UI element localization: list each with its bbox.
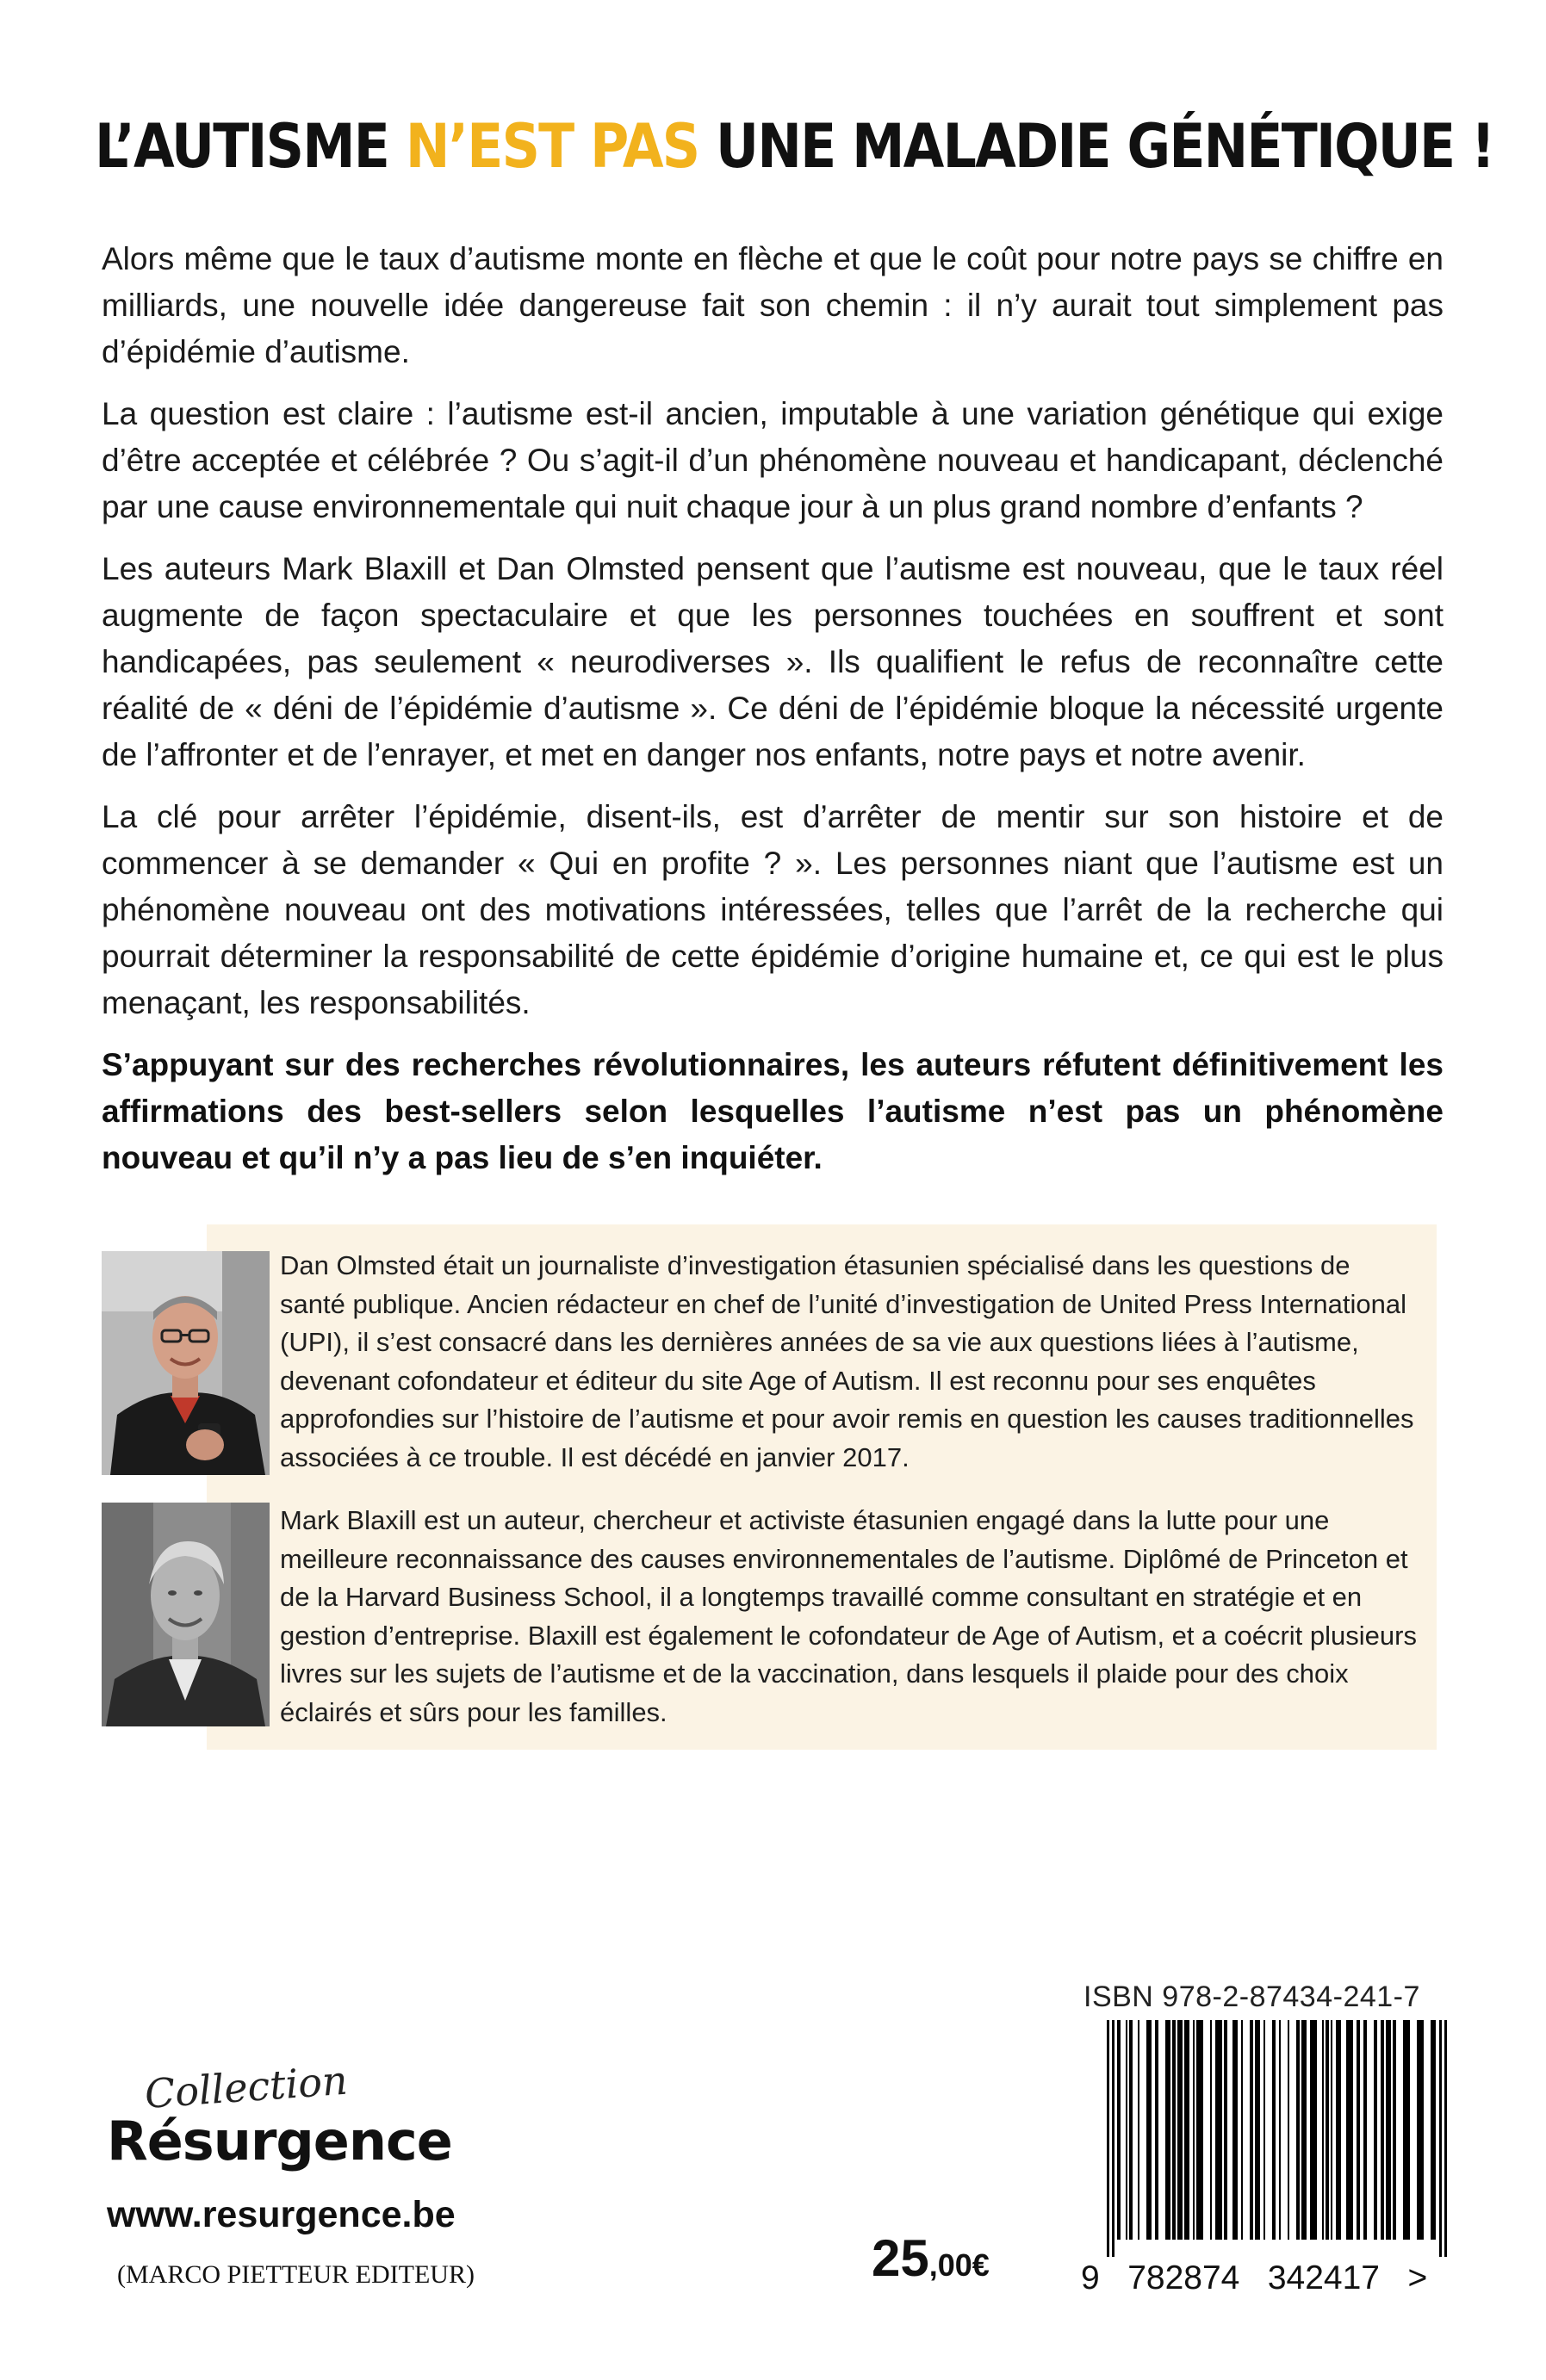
title-part-2: UNE MALADIE GÉNÉTIQUE ! — [698, 111, 1494, 182]
barcode-bar — [1336, 2020, 1341, 2240]
publisher-url: www.resurgence.be — [107, 2194, 456, 2235]
barcode — [1105, 2020, 1450, 2257]
author-photo-olmsted — [102, 1251, 270, 1475]
author-photo-blaxill — [102, 1503, 270, 1726]
barcode-bar — [1393, 2020, 1396, 2240]
isbn-label: ISBN 978-2-87434-241-7 — [1083, 1980, 1420, 2013]
barcode-bar — [1331, 2020, 1332, 2240]
barcode-bar — [1374, 2020, 1377, 2240]
title-highlight: N’EST PAS — [405, 111, 699, 182]
barcode-guard — [1112, 2020, 1114, 2257]
barcode-bar — [1263, 2020, 1265, 2240]
barcode-bar — [1288, 2020, 1289, 2240]
barcode-bar — [1210, 2020, 1212, 2240]
barcode-bar — [1193, 2020, 1195, 2240]
blurb — [102, 236, 1444, 1197]
barcode-bar — [1117, 2020, 1121, 2240]
blurb-paragraph-2: La question est claire : l’autisme est-il ancien, imputable à une variation génétique qui exige d’être acceptée et célébrée ? Ou s’agit-il d’un phénomène nouveau et handicapant, déclenché par une cause environnementale qui nuit chaque jour à un plus grand nombre d’enfants ? — [102, 396, 1444, 524]
title-part-1: L’AUTISME — [95, 111, 406, 182]
blurb-paragraph-1: Alors même que le taux d’autisme monte en flèche et que le coût pour notre pays se chiffre en milliards, une nouvelle idée dangereuse fait son chemin : il n’y aurait tout simplement pas d’épidémie d’autisme. — [102, 241, 1444, 369]
barcode-bar — [1172, 2020, 1176, 2240]
barcode-bar — [1310, 2020, 1317, 2240]
bio-olmsted: Dan Olmsted était un journaliste d’investigation étasunien spécialisé dans les questions de santé publique. Ancien rédacteur en chef de l’unité d’investigation de United Press International (UPI), il s’est consacré dans les dernières années de sa vie aux questions liées à l’autisme, devenant cofondateur et éditeur du site Age of Autism. Il est reconnu pour ses enquêtes approfondies sur l’histoire de l’autisme et pour avoir remis en question les causes traditionnelles associées à ce trouble. Il est décédé en janvier 2017. — [280, 1250, 1414, 1472]
barcode-bar — [1215, 2020, 1222, 2240]
barcode-bar — [1255, 2020, 1260, 2240]
barcode-bar — [1431, 2020, 1436, 2240]
blurb-lead: S’appuyant sur des recherches révolutionnaires, les auteurs réfutent définitivement les affirmations des best-sellers selon lesquelles l’autisme n’est pas un phénomène nouveau et qu’il n’y a pas lieu de s’en inquiéter. — [102, 1047, 1444, 1175]
barcode-bar — [1272, 2020, 1276, 2240]
blurb-paragraph-3: Les auteurs Mark Blaxill et Dan Olmsted pensent que l’autisme est nouveau, que le taux réel augmente de façon spectaculaire et que les personnes touchées en souffrent et sont handicapées, pas seulement « neurodiverses ». Ils qualifient le refus de reconnaître cette réalité de « déni de l’épidémie d’autisme ». Ce déni de l’épidémie bloque la nécessité urgente de l’affronter et de l’enrayer, et met en danger nos enfants, notre pays et notre avenir. — [102, 551, 1444, 772]
price-integer: 25 — [872, 2229, 929, 2287]
barcode-bar — [1322, 2020, 1324, 2240]
barcode-bar — [1241, 2020, 1243, 2240]
barcode-bar — [1279, 2020, 1281, 2240]
barcode-bar — [1155, 2020, 1158, 2240]
barcode-bar — [1357, 2020, 1360, 2240]
barcode-bar — [1146, 2020, 1152, 2240]
barcode-bar — [1363, 2020, 1367, 2240]
barcode-bar — [1296, 2020, 1300, 2240]
publisher-name: (MARCO PIETTEUR EDITEUR) — [117, 2260, 475, 2289]
collection-script: Collection — [143, 2056, 350, 2117]
barcode-bar — [1224, 2020, 1227, 2240]
barcode-bar — [1177, 2020, 1183, 2240]
barcode-bar — [1386, 2020, 1391, 2240]
blurb-paragraph-4: La clé pour arrêter l’épidémie, disent-ils, est d’arrêter de mentir sur son histoire et de commencer à se demander « Qui en profite ? ». Les personnes niant que l’autisme est un phénomène nouveau ont des motivations intéressées, telles que l’arrêt de la recherche qui pourrait déterminer la responsabilité de cette épidémie d’origine humaine et, ce qui est le plus menaçant, les responsabilités. — [102, 799, 1444, 1020]
barcode-bar — [1129, 2020, 1133, 2240]
barcode-bar — [1138, 2020, 1139, 2240]
barcode-bar — [1196, 2020, 1203, 2240]
barcode-bar — [1250, 2020, 1253, 2240]
barcode-bar — [1165, 2020, 1170, 2240]
price-decimal: ,00€ — [928, 2247, 990, 2283]
publisher-logo: Résurgence — [107, 2110, 452, 2172]
barcode-bar — [1381, 2020, 1384, 2240]
barcode-bar — [1232, 2020, 1238, 2240]
barcode-bar — [1126, 2020, 1127, 2240]
book-title — [95, 110, 1494, 183]
barcode-bar — [1184, 2020, 1189, 2240]
barcode-bar — [1301, 2020, 1307, 2240]
barcode-digits: 9 782874 342417 > — [1081, 2259, 1428, 2296]
barcode-guard — [1107, 2020, 1109, 2257]
barcode-bar — [1403, 2020, 1410, 2240]
barcode-bar — [1326, 2020, 1329, 2240]
barcode-bar — [1417, 2020, 1424, 2240]
bio-blaxill: Mark Blaxill est un auteur, chercheur et activiste étasunien engagé dans la lutte pour une meilleure reconnaissance des causes environnementales de l’autisme. Diplômé de Princeton et de la Harvard Business School, il a longtemps travaillé comme consultant en stratégie et en gestion d’entreprise. Blaxill est également le cofondateur de Age of Autism, et a coécrit plusieurs livres sur les sujets de l’autisme et de la vaccination, dans lesquels il plaide pour des choix éclairés et sûrs pour les familles. — [280, 1505, 1417, 1727]
barcode-guard — [1444, 2020, 1447, 2257]
barcode-bar — [1346, 2020, 1353, 2240]
price — [872, 2228, 990, 2288]
barcode-guard — [1439, 2020, 1442, 2257]
